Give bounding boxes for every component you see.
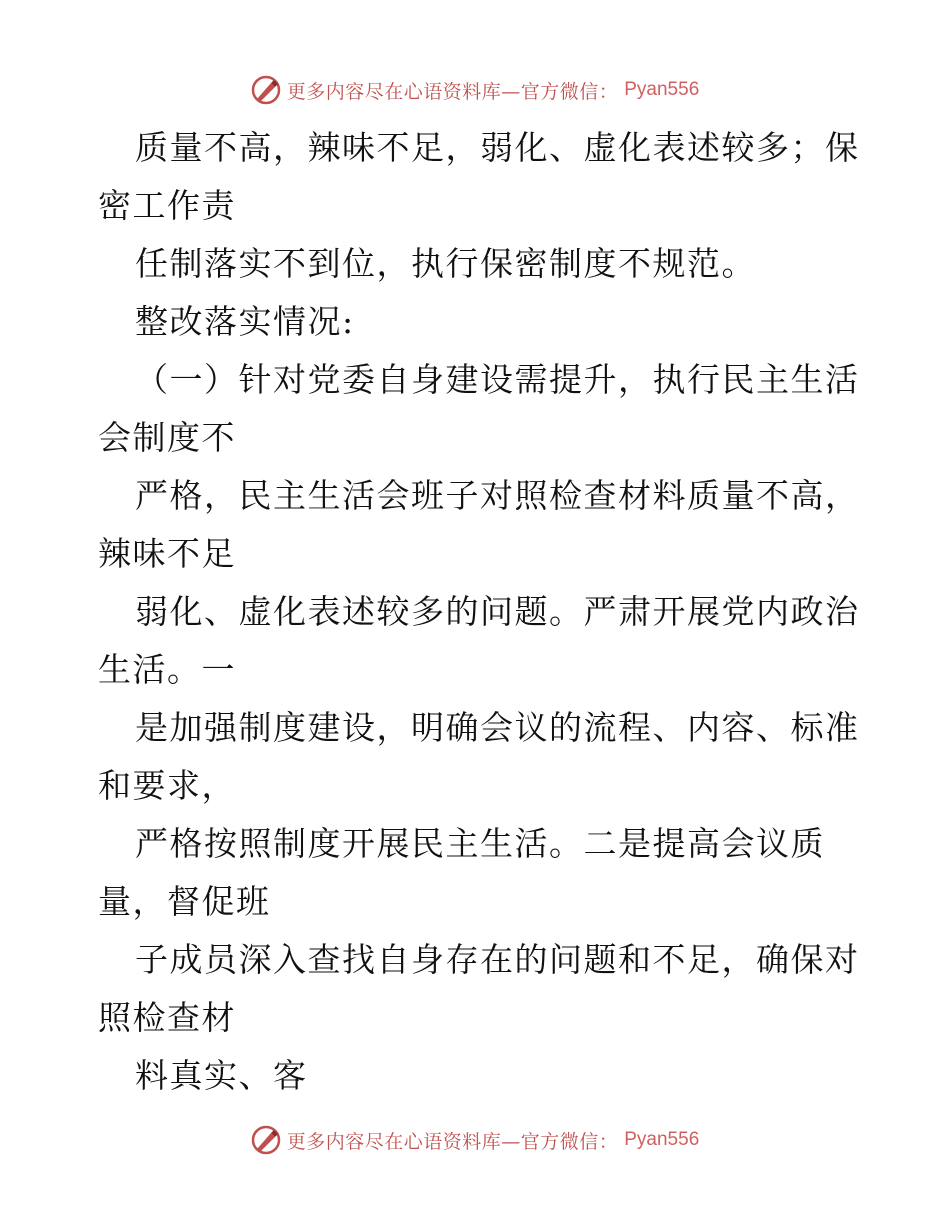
header-watermark xyxy=(0,70,950,110)
watermark-text: 更多内容尽在心语资料库—官方微信： xyxy=(286,1130,619,1153)
text-line: （一）针对党委自身建设需提升，执行民主生活 xyxy=(135,360,860,399)
footer-watermark xyxy=(0,1120,950,1160)
text-line: 量，督促班 xyxy=(98,882,271,921)
text-line: 会制度不 xyxy=(98,418,236,457)
watermark-wechat-id: Pyan556 xyxy=(624,79,700,100)
text-line: 照检查材 xyxy=(98,998,236,1037)
text-line: 质量不高，辣味不足，弱化、虚化表述较多；保 xyxy=(135,128,860,167)
pen-logo-icon xyxy=(251,1125,281,1155)
section-heading: 整改落实情况: xyxy=(135,302,355,341)
text-line: 子成员深入查找自身存在的问题和不足，确保对 xyxy=(135,940,860,979)
text-line: 密工作责 xyxy=(98,186,236,225)
text-line: 辣味不足 xyxy=(98,534,236,573)
text-line: 和要求， xyxy=(98,766,236,805)
text-line: 弱化、虚化表述较多的问题。严肃开展党内政治 xyxy=(135,592,860,631)
text-line: 生活。一 xyxy=(98,650,236,689)
watermark-wechat-id: Pyan556 xyxy=(624,1129,700,1150)
text-line: 是加强制度建设，明确会议的流程、内容、标准 xyxy=(135,708,860,747)
text-line: 任制落实不到位，执行保密制度不规范。 xyxy=(135,244,756,283)
text-line: 料真实、客 xyxy=(135,1056,308,1095)
text-line: 严格，民主生活会班子对照检查材料质量不高， xyxy=(135,476,860,515)
text-line: 严格按照制度开展民主生活。二是提高会议质 xyxy=(135,824,825,863)
pen-logo-icon xyxy=(251,75,281,105)
watermark-text: 更多内容尽在心语资料库—官方微信： xyxy=(286,80,619,103)
